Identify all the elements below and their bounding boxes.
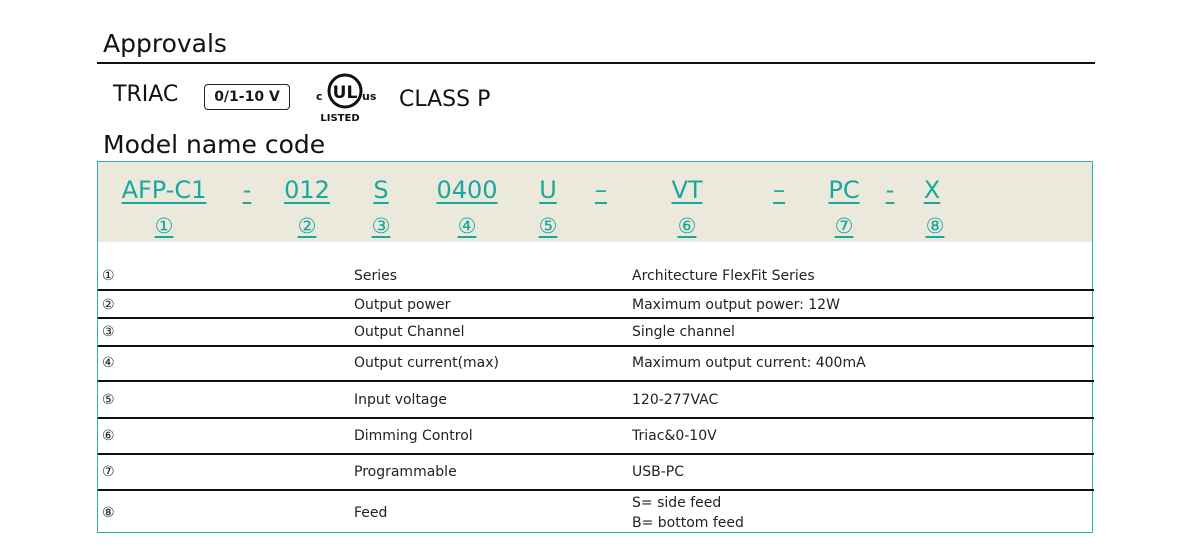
code-segment-power: 012 [284, 176, 330, 204]
row-number: ⑦ [102, 464, 115, 480]
code-segment-series: AFP-C1 [121, 176, 207, 204]
row-field: Output power [354, 297, 451, 313]
row-field: Series [354, 268, 398, 284]
row-number: ③ [102, 324, 115, 340]
row-value: Maximum output current: 400mA [632, 355, 866, 371]
code-number: ⑦ [834, 214, 854, 238]
approvals-heading: Approvals [103, 29, 227, 58]
row-number: ⑥ [102, 428, 115, 444]
row-field: Input voltage [354, 392, 448, 408]
row-value: USB-PC [632, 464, 685, 480]
ul-listed-logo [312, 69, 382, 135]
row-number: ⑧ [102, 505, 115, 521]
code-number: ④ [457, 214, 477, 238]
ul-us-text: us [362, 90, 377, 103]
row-divider [98, 453, 1094, 455]
table-row [98, 495, 1094, 531]
code-number: ⑤ [538, 214, 558, 238]
row-number: ② [102, 297, 115, 313]
code-number: ① [154, 214, 174, 238]
row-number: ④ [102, 355, 115, 371]
ul-c-text: c [316, 90, 323, 103]
row-value: Triac&0-10V [632, 428, 717, 444]
row-value: Single channel [632, 324, 735, 340]
model-code-panel [97, 161, 1093, 533]
code-segment-channel: S [373, 176, 389, 204]
code-number: ⑧ [925, 214, 945, 238]
row-divider [98, 489, 1094, 491]
row-number: ① [102, 268, 115, 284]
ul-text: UL [332, 83, 358, 103]
row-field: Feed [354, 505, 388, 521]
ul-listed-text: LISTED [320, 113, 360, 124]
row-divider [98, 345, 1094, 347]
code-segment-voltage: U [539, 176, 557, 204]
row-value-second-line: B= bottom feed [632, 515, 744, 531]
ul-logo-icon [312, 69, 382, 131]
row-number: ⑤ [102, 392, 115, 408]
code-separator: - [242, 176, 252, 204]
triac-label: TRIAC [113, 82, 179, 107]
code-segment-programmable: PC [828, 176, 860, 204]
code-segment-current: 0400 [436, 176, 498, 204]
row-field: Output current(max) [354, 355, 500, 371]
row-divider [98, 289, 1094, 291]
row-value: Architecture FlexFit Series [632, 268, 815, 284]
row-value: Maximum output power: 12W [632, 297, 840, 313]
row-field: Programmable [354, 464, 457, 480]
row-divider [98, 417, 1094, 419]
code-number: ⑥ [677, 214, 697, 238]
code-segment-feed: X [923, 176, 941, 204]
code-number: ③ [371, 214, 391, 238]
model-code-heading: Model name code [103, 130, 326, 159]
voltage-badge: 0/1-10 V [204, 84, 290, 110]
row-field: Output Channel [354, 324, 465, 340]
code-number: ② [297, 214, 317, 238]
row-value: 120-277VAC [632, 392, 719, 408]
row-divider [98, 317, 1094, 319]
code-segment-dimming: VT [671, 176, 703, 204]
row-value: S= side feed [632, 495, 722, 511]
row-field: Dimming Control [354, 428, 473, 444]
code-separator: – [595, 176, 607, 204]
approvals-divider [97, 62, 1095, 64]
model-code-band [98, 162, 1092, 242]
code-separator: – [773, 176, 785, 204]
code-separator: - [885, 176, 895, 204]
class-label: CLASS P [399, 87, 491, 112]
row-divider [98, 380, 1094, 382]
